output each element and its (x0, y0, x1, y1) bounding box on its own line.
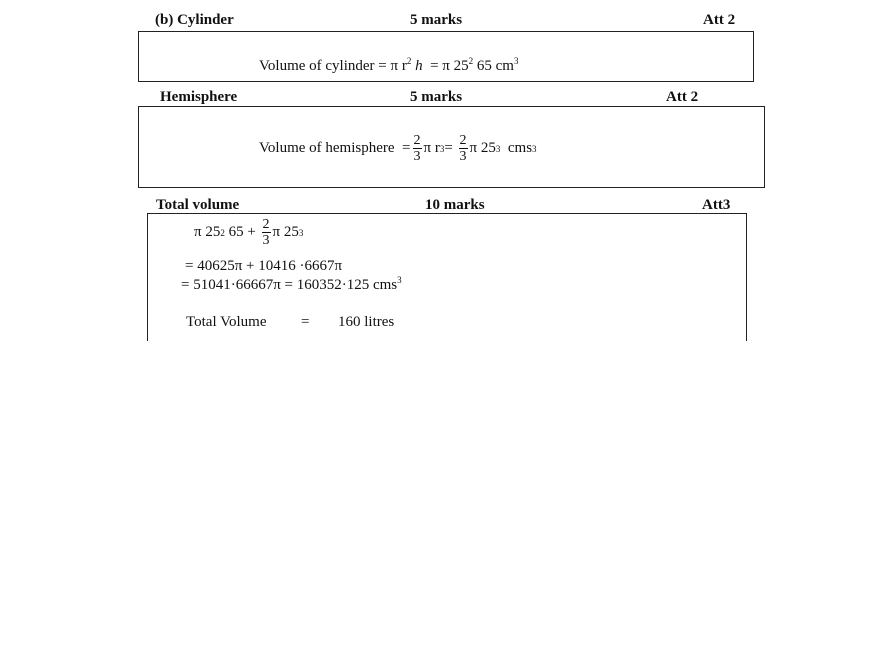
two-thirds-fraction: $\frac{2}{3}$ (413, 133, 421, 164)
total-line-3 (181, 277, 402, 294)
total-marks: 10 marks (425, 197, 485, 213)
hemisphere-marks: 5 marks (410, 89, 463, 105)
hemisphere-att: Att 2 (666, 89, 699, 105)
equals-sign: = (402, 140, 411, 156)
total-line-2: = 40625π + 10416 ·6667π (185, 258, 343, 274)
total-heading: Total volume (156, 197, 240, 213)
total-result-equals: = (301, 314, 310, 330)
line3-exponent: 3 (397, 275, 402, 285)
unit-exponent: 3 (513, 56, 519, 66)
cylinder-label: Volume of cylinder (259, 58, 375, 74)
r-exponent: 2 (406, 56, 412, 66)
total-line-3-text: = 51041·66667π = 160352·125 cms (181, 277, 398, 293)
total-box (147, 213, 747, 341)
two-thirds-fraction-3: $\frac{2}{3}$ (262, 217, 270, 248)
unit-cms: cms (507, 140, 533, 156)
equals-sign-2: = (444, 140, 453, 156)
total-att: Att3 (702, 197, 731, 213)
cylinder-h: h (415, 58, 423, 74)
total-result-label: Total Volume (186, 314, 267, 330)
cylinder-sub-tail: 65 cm (476, 58, 514, 74)
cylinder-marks: 5 marks (410, 12, 463, 28)
cylinder-att: Att 2 (703, 12, 736, 28)
pi-r: π r (423, 140, 440, 156)
pi-25-squared: π 25 (194, 224, 221, 240)
cylinder-sub-expr: = π 25 (430, 58, 469, 74)
pi-25: π 25 (469, 140, 496, 156)
hemisphere-box (138, 106, 765, 188)
cylinder-formula (259, 58, 518, 75)
sub-exponent: 2 (468, 56, 474, 66)
cylinder-pi-r: = π r (378, 58, 407, 74)
hemisphere-label: Volume of hemisphere (259, 140, 395, 156)
total-line-1: π 25 2 65 + $\frac{2}{3}$ π 25 3 (194, 217, 304, 248)
total-result-value: 160 litres (338, 314, 395, 330)
times-65-plus: 65 + (228, 224, 256, 240)
hemisphere-heading: Hemisphere (160, 89, 238, 105)
pi-25-cubed: π 25 (272, 224, 299, 240)
cylinder-heading: (b) Cylinder (155, 12, 234, 28)
two-thirds-fraction-2: $\frac{2}{3}$ (459, 133, 467, 164)
hemisphere-formula: Volume of hemisphere = $\frac{2}{3}$ π r 3 = $\frac{2}{3}$ π 25 3 cms 3 (259, 133, 537, 164)
cylinder-box (138, 31, 754, 82)
